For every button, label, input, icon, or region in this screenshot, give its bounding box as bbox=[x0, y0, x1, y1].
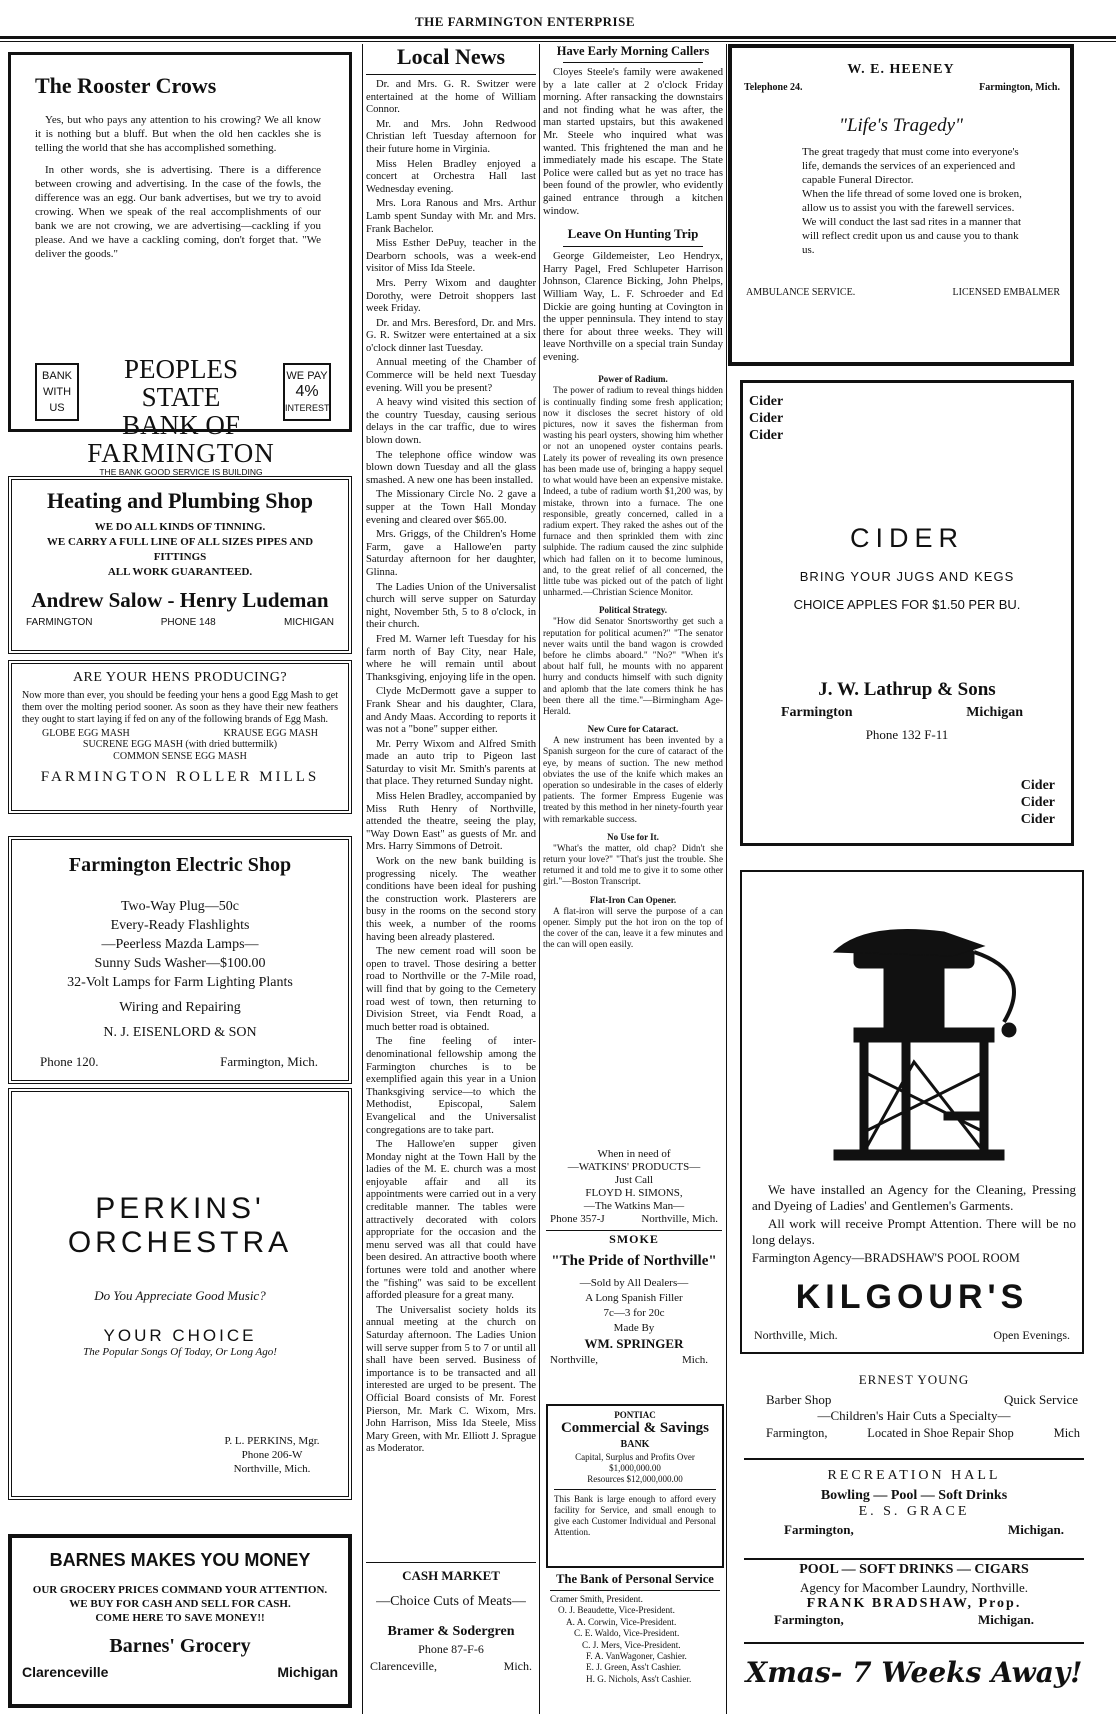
plumbing-line-2: WE CARRY A FULL LINE OF ALL SIZES PIPES AND FITTINGS bbox=[46, 536, 314, 563]
pontiac-capital: Capital, Surplus and Profits Over bbox=[575, 1452, 695, 1462]
watkins-line-5: —The Watkins Man— bbox=[583, 1200, 685, 1212]
heeney-town: Farmington, Mich. bbox=[979, 82, 1060, 93]
nouse-body: "What's the matter, old chap? Didn't she return your love?" "That's just the trouble. She returned it and told me to give it to some other girl."—Boston Transcript. bbox=[543, 843, 723, 888]
local-news-item: The Ladies Union of the Universalist church will serve supper on Saturday night, November 5th, 5 to 8 o'clock, in their church. bbox=[366, 581, 536, 631]
bank-name: PEOPLES STATE BANK OF FARMINGTON THE BANK GOOD SERVICE IS BUILDING bbox=[87, 354, 275, 477]
officer-entry: F. A. VanWagoner, Cashier. bbox=[586, 1651, 687, 1662]
column-rule-3 bbox=[726, 44, 727, 1714]
electric-item-6: Wiring and Repairing bbox=[119, 1000, 241, 1015]
barber-state: Mich bbox=[1053, 1426, 1080, 1440]
pool-owner: FRANK BRADSHAW, Prop. bbox=[806, 1596, 1022, 1611]
local-news-item: The telephone office window was blown down Tuesday and all the glass smashed. A new one has been installed. bbox=[366, 449, 536, 486]
local-news-item: Dr. and Mrs. Beresford, Dr. and Mrs. G. R. Switzer were entertained at a six o'clock dinner last Tuesday. bbox=[366, 317, 536, 354]
orchestra-manager: P. L. PERKINS, Mgr. bbox=[224, 1435, 320, 1447]
local-news-item: Mr. Perry Wixom and Alfred Smith made an auto trip to Pigeon last Saturday to visit Mr. Smith's parents at that place. They returned Sunday night. bbox=[366, 738, 536, 788]
masthead: THE FARMINGTON ENTERPRISE bbox=[414, 14, 636, 29]
electric-title: Farmington Electric Shop bbox=[68, 854, 292, 876]
xmas-countdown: Xmas- 7 Weeks Away! bbox=[745, 1656, 1083, 1689]
masthead-rule-2 bbox=[0, 41, 1116, 42]
officer-entry: A. A. Corwin, Vice-President. bbox=[566, 1616, 677, 1627]
cider-seller: J. W. Lathrup & Sons bbox=[818, 679, 996, 700]
watkins-rule bbox=[546, 1230, 722, 1231]
pool-town: Farmington, bbox=[774, 1612, 844, 1627]
pontiac-name: Commercial & Savings bbox=[560, 1420, 710, 1436]
barnes-line-2: WE BUY FOR CASH AND SELL FOR CASH. bbox=[69, 1598, 291, 1610]
column-rule-1 bbox=[362, 44, 363, 1714]
recreation-state: Michigan. bbox=[1008, 1522, 1064, 1537]
electric-shop-ad bbox=[8, 836, 352, 1084]
kilgour-line-2: All work will receive Prompt Attention. There will be no long delays. bbox=[752, 1216, 1076, 1247]
cider-small-2: Cider bbox=[749, 411, 784, 426]
plumbing-line-1: WE DO ALL KINDS OF TINNING. bbox=[94, 521, 266, 533]
barnes-town: Clarenceville bbox=[22, 1664, 109, 1680]
heeney-ambulance: AMBULANCE SERVICE. bbox=[746, 287, 856, 298]
cider-jugs: BRING YOUR JUGS AND KEGS bbox=[799, 569, 1015, 584]
smoke-line-3: 7c—3 for 20c bbox=[603, 1307, 665, 1319]
pool-line-1: POOL — SOFT DRINKS — CIGARS bbox=[799, 1562, 1029, 1577]
local-news-item: The Missionary Circle No. 2 gave a supper at the Town Hall Monday evening and cleared over $65.00. bbox=[366, 489, 536, 526]
brand-krause: KRAUSE EGG MASH bbox=[223, 728, 318, 739]
recreation-title: RECREATION HALL bbox=[827, 1468, 1001, 1483]
pool-room-ad bbox=[744, 1562, 1084, 1638]
officer-entry: C. E. Waldo, Vice-President. bbox=[574, 1628, 680, 1639]
cider-ad bbox=[740, 380, 1074, 846]
cider-apples: CHOICE APPLES FOR $1.50 PER BU. bbox=[793, 597, 1021, 612]
pontiac-label: PONTIAC bbox=[614, 1410, 656, 1420]
recreation-town: Farmington, bbox=[784, 1522, 854, 1537]
roller-mills-ad bbox=[8, 660, 352, 814]
rooster-paragraph-2: In other words, she is advertising. There is a difference between crowing and advertising. In the case of the fowls, the difference was an egg. Our bank advertises, but we try to avoid crowing. When we speak of the real accomplishments of our bank we are not crowing, we are advertising—cackling if you please. And we have a cackling coming, don't forget that. "We deliver the goods." bbox=[35, 164, 321, 260]
smoke-line-1: —Sold by All Dealers— bbox=[579, 1277, 689, 1289]
peoples-bank-ad bbox=[8, 52, 352, 477]
pontiac-capital-amount: $1,000,000.00 bbox=[609, 1463, 661, 1473]
brand-globe: GLOBE EGG MASH bbox=[42, 728, 130, 739]
watkins-phone: Phone 357-J bbox=[550, 1213, 605, 1225]
cataract-body: A new instrument has been invented by a Spanish surgeon for the cure of cataract of the eye, by means of suction. The new method obviates the use of the knife which makes an operation so undesirable in the cases of elderly patients. The former Empress Eugenie was treated by this method in her ninety-fourth year with remarkable success. bbox=[543, 736, 723, 825]
local-news-item: A heavy wind visited this section of the country Tuesday, causing serious delays in the car traffic, due to wires blown down. bbox=[366, 397, 536, 447]
brand-common-sense: COMMON SENSE EGG MASH bbox=[113, 751, 247, 762]
perkins-orchestra-ad bbox=[8, 1088, 352, 1500]
recreation-hall-ad bbox=[744, 1468, 1084, 1554]
local-news-item: Miss Helen Bradley, accompanied by Miss Ruth Henry of Northville, attended the theatre, seeing the play, "Way Down East" as guests of Mr. and Mrs. Harry Simmons of Detroit. bbox=[366, 791, 536, 853]
local-news-item: Miss Helen Bradley enjoyed a concert at Orchestra Hall last Wednesday evening. bbox=[366, 158, 536, 195]
cider-headline: CIDER bbox=[849, 523, 964, 553]
watkins-line-3: Just Call bbox=[614, 1174, 654, 1186]
pool-state: Michigan. bbox=[978, 1612, 1034, 1627]
cash-town: Clarenceville, bbox=[370, 1659, 437, 1673]
barnes-state: Michigan bbox=[277, 1664, 338, 1680]
smoke-line-4: Made By bbox=[613, 1322, 655, 1334]
callers-body: Cloyes Steele's family were awakened by a late caller at 2 o'clock Friday morning. After ransacking the downstairs and not finding what he was after, the man started upstairs, but this awakened Mr. Steele who inquired what was wanted. This frightened the man and he immediately made his escape. The State Police were called but as yet no trace has been found of the prowler, who evidently gained entrance through a kitchen window. bbox=[543, 67, 723, 217]
cider-small-1: Cider bbox=[749, 394, 784, 409]
cash-line-1: —Choice Cuts of Meats— bbox=[376, 1594, 526, 1609]
column-rule-2 bbox=[539, 44, 540, 1714]
recreation-line-1: Bowling — Pool — Soft Drinks bbox=[820, 1488, 1008, 1503]
cash-state: Mich. bbox=[503, 1659, 532, 1673]
kilgour-agency: Farmington Agency—BRADSHAW'S POOL ROOM bbox=[752, 1251, 1020, 1265]
electric-item-2: Every-Ready Flashlights bbox=[110, 918, 250, 933]
orchestra-subtitle: The Popular Songs Of Today, Or Long Ago! bbox=[83, 1346, 277, 1358]
cider-town: Farmington bbox=[781, 705, 853, 720]
kilgour-line-1: We have installed an Agency for the Cleaning, Pressing and Dyeing of Ladies' and Gentlemen's Garments. bbox=[752, 1182, 1076, 1213]
smoke-line-2: A Long Spanish Filler bbox=[585, 1292, 683, 1304]
cash-name: Bramer & Sodergren bbox=[387, 1624, 515, 1639]
orchestra-phone: Phone 206-W bbox=[241, 1449, 303, 1461]
pressing-machine-illustration bbox=[794, 912, 1044, 1172]
pontiac-body: This Bank is large enough to afford every facility for Service, and small enough to give each Customer Individual and Personal Attention. bbox=[554, 1494, 716, 1537]
local-news-item: Work on the new bank building is progressing nicely. The weather conditions have been ideal for pushing the construction work. Plasterers are busy in the rooms on the second story this week, a number of the rooms having been already plastered. bbox=[366, 856, 536, 943]
interest-badge: WE PAY 4% INTEREST bbox=[283, 363, 331, 421]
plumbing-line-3: ALL WORK GUARANTEED. bbox=[107, 566, 253, 578]
cider-state: Michigan bbox=[966, 705, 1023, 720]
plumbing-owners: Andrew Salow - Henry Ludeman bbox=[31, 588, 329, 612]
local-news-item: Miss Esther DePuy, teacher in the Dearborn schools, was a week-end visitor of Miss Ida Steele. bbox=[366, 238, 536, 275]
smoke-maker: WM. SPRINGER bbox=[584, 1336, 684, 1351]
cider-phone: Phone 132 F-11 bbox=[865, 727, 949, 742]
flatiron-body: A flat-iron will serve the purpose of a can opener. Simply put the hot iron on the top of the cover of the can, leave it a few minutes and the can will open easily. bbox=[543, 906, 723, 951]
electric-item-5: 32-Volt Lamps for Farm Lighting Plants bbox=[67, 975, 293, 990]
pontiac-resources: Resources $12,000,000.00 bbox=[587, 1474, 683, 1484]
plumbing-state: MICHIGAN bbox=[283, 617, 334, 628]
officer-entry: Cramer Smith, President. bbox=[550, 1594, 643, 1604]
hunting-title: Leave On Hunting Trip bbox=[567, 226, 699, 242]
heeney-paragraph-1: The great tragedy that must come into everyone's life, demands the services of an experienced and capable Funeral Director. bbox=[802, 146, 1019, 186]
local-news-item: Clyde McDermott gave a supper to Frank Shear and his daughter, Clara, and Andy Maas. According to reports it was not a "bone" supper either. bbox=[366, 686, 536, 736]
smoke-brand: "The Pride of Northville" bbox=[551, 1253, 717, 1269]
barber-town: Farmington, bbox=[766, 1426, 828, 1440]
officer-entry: E. J. Green, Ass't Cashier. bbox=[586, 1662, 682, 1673]
pontiac-bank-ad bbox=[546, 1404, 724, 1568]
smoke-town: Northville, bbox=[550, 1354, 598, 1366]
brand-sucrene: SUCRENE EGG MASH (with dried buttermilk) bbox=[82, 739, 278, 750]
plumbing-town: FARMINGTON bbox=[26, 617, 93, 628]
local-news-item: The Universalist society holds its annual meeting at the church on Saturday afternoon. The Ladies Union will serve supper from 5 to 7 or until all shall have been served. Business of importance is to be transacted and all interested are urged to be present. The Official Board consists of Mr. Forest Pierson, Mr. Mark C. Wixom, Mrs. John Harrison, Miss Ida Steele, Miss Mary Green, with Mr. Elliott J. Sprague as Moderator. bbox=[366, 1304, 536, 1455]
barnes-grocery-ad bbox=[8, 1534, 352, 1708]
barber-line-1: Barber Shop bbox=[766, 1392, 832, 1407]
heeney-title: "Life's Tragedy" bbox=[838, 115, 963, 136]
orchestra-title-1: PERKINS' bbox=[95, 1192, 265, 1225]
orchestra-title-2: ORCHESTRA bbox=[67, 1226, 293, 1259]
smoke-cigar-ad bbox=[546, 1232, 722, 1404]
officer-entry: H. G. Nichols, Ass't Cashier. bbox=[586, 1673, 692, 1684]
electric-owner: N. J. EISENLORD & SON bbox=[103, 1025, 257, 1040]
local-news-column bbox=[366, 44, 536, 1668]
kilgour-town: Northville, Mich. bbox=[754, 1328, 838, 1342]
electric-town: Farmington, Mich. bbox=[220, 1054, 318, 1069]
smoke-state: Mich. bbox=[682, 1354, 708, 1366]
officer-entry: C. J. Mers, Vice-President. bbox=[582, 1639, 681, 1650]
rooster-paragraph-1: Yes, but who pays any attention to his crowing? We all know it is nothing but a bluff. But when the old hen cackles she is telling the world that she has accomplished something. bbox=[35, 114, 321, 154]
smoke-title: SMOKE bbox=[609, 1232, 659, 1246]
cash-market-rule bbox=[366, 1562, 536, 1563]
orchestra-town: Northville, Mich. bbox=[233, 1463, 311, 1475]
pool-rule bbox=[744, 1642, 1084, 1644]
heeney-paragraph-3: We will conduct the last sad rites in a manner that will reflect credit upon us and cause you to thank us. bbox=[802, 216, 1022, 256]
electric-phone: Phone 120. bbox=[40, 1054, 99, 1069]
orchestra-choice: YOUR CHOICE bbox=[103, 1326, 257, 1345]
local-news-item: Fred M. Warner left Tuesday for his farm north of Bay City, near Hale, where he will remain until about Thanksgiving, enjoying life in the open. bbox=[366, 633, 536, 683]
heeney-name: W. E. HEENEY bbox=[847, 62, 955, 77]
personal-title: The Bank of Personal Service bbox=[556, 1572, 714, 1586]
flatiron-title: Flat-Iron Can Opener. bbox=[589, 894, 677, 905]
recreation-owner: E. S. GRACE bbox=[858, 1504, 970, 1519]
heeney-telephone: Telephone 24. bbox=[744, 82, 803, 93]
local-news-item: The Hallowe'en supper given Monday night at the Town Hall by the ladies of the M. E. church was a most enjoyable affair and all its appointments were carried out in a very creditable manner. The tables were attractively decorated with colors appropriate for the occasion and the menu served was all that could have been desired. An attractive booth where fortunes were told and another where the "fishing" was said to be excellent afforded pleasure for a great many. bbox=[366, 1139, 536, 1302]
electric-item-3: —Peerless Mazda Lamps— bbox=[101, 937, 259, 952]
plumbing-title: Heating and Plumbing Shop bbox=[47, 488, 313, 513]
bank-with-us-badge: BANK WITH US bbox=[35, 363, 79, 421]
electric-item-1: Two-Way Plug—50c bbox=[120, 899, 240, 914]
barnes-title: BARNES MAKES YOU MONEY bbox=[49, 1550, 311, 1570]
personal-service-bank-ad bbox=[546, 1572, 724, 1712]
cider-small-3: Cider bbox=[749, 428, 784, 443]
local-news-item: Mr. and Mrs. John Redwood Christian left Tuesday afternoon for their future home in Virginia. bbox=[366, 118, 536, 155]
barber-shop-ad bbox=[744, 1372, 1084, 1456]
watkins-line-4: FLOYD H. SIMONS, bbox=[585, 1187, 683, 1199]
watkins-ad bbox=[546, 1148, 722, 1226]
nouse-title: No Use for It. bbox=[607, 831, 659, 842]
cider-small-6: Cider bbox=[1020, 812, 1055, 827]
watkins-line-2: —WATKINS' PRODUCTS— bbox=[567, 1161, 701, 1173]
barber-location: Located in Shoe Repair Shop bbox=[867, 1426, 1014, 1440]
cider-small-5: Cider bbox=[1020, 795, 1055, 810]
orchestra-question: Do You Appreciate Good Music? bbox=[94, 1288, 266, 1303]
local-news-item: The new cement road will soon be open to travel. Those desiring a better road to Northville or the 7-Mile road, will find that by going to the Cemetery road west of town, then returning to Division Street, via Fendt Road, a much better road is obtained. bbox=[366, 946, 536, 1033]
cider-small-4: Cider bbox=[1020, 778, 1055, 793]
cash-market-ad bbox=[366, 1568, 536, 1714]
heeney-embalmer: LICENSED EMBALMER bbox=[952, 287, 1060, 298]
pontiac-bank-word: BANK bbox=[620, 1439, 650, 1450]
radium-body: The power of radium to reveal things hidden is continually finding some fresh application; now it discloses the secret history of old pictures, now it saves the fisherman from wasting his pearl oysters, showing him whether or not an unopened oyster contains pearls. Lately its power of revealing its own presence has been made use of, bringing a happy sequel to what would have been an expensive mistake. Indeed, a tube of radium worth $1,200 was, by mistake, thrown into a furnace. The one responsible, greatly concerned, called in a radium expert. They raked the ashes out of the furnace and then sprinkled them with zinc sulphide. The radium caused the zinc sulphide which had fallen on it to become luminous, and, to the great relief of all concerned, the little tube was picked out of the patch of light unharmed.—Christian Science Monitor. bbox=[543, 386, 723, 599]
barber-rule bbox=[744, 1458, 1084, 1460]
electric-item-4: Sunny Suds Washer—$100.00 bbox=[94, 956, 266, 971]
local-news-item: The fine feeling of inter-denominational fellowship among the Farmington churches is to be exemplified again this year in a Union Thanksgiving service—to which the Methodist, Episcopal, Salem Evangelical and the Universalist congregations are to take part. bbox=[366, 1036, 536, 1136]
hens-body: Now more than ever, you should be feeding your hens a good Egg Mash to get them over the molting period sooner. As soon as they have their new feathers they ought to start laying if fed on any of the following brands of Egg Mash. bbox=[22, 690, 338, 725]
cash-phone: Phone 87-F-6 bbox=[418, 1642, 484, 1656]
barnes-line-1: OUR GROCERY PRICES COMMAND YOUR ATTENTION. bbox=[32, 1584, 328, 1596]
plumbing-phone: PHONE 148 bbox=[160, 617, 216, 628]
rooster-title: The Rooster Crows bbox=[35, 73, 217, 98]
local-news-item: Mrs. Griggs, of the Children's Home Farm, gave a Hallowe'en party Saturday afternoon for her daughter, Glinna. bbox=[366, 529, 536, 578]
officer-list bbox=[546, 1594, 724, 1685]
kilgour-name: KILGOUR'S bbox=[795, 1278, 1029, 1316]
mill-name: FARMINGTON ROLLER MILLS bbox=[40, 769, 320, 785]
local-news-item: Mrs. Lora Ranous and Mrs. Arthur Lamb spent Sunday with Mr. and Mrs. Frank Bachelor. bbox=[366, 198, 536, 235]
pool-line-2: Agency for Macomber Laundry, Northville. bbox=[799, 1580, 1029, 1595]
plumbing-shop-ad bbox=[8, 476, 352, 654]
barber-line-1b: Quick Service bbox=[1003, 1392, 1078, 1407]
callers-title: Have Early Morning Callers bbox=[556, 44, 710, 58]
local-news-item: Dr. and Mrs. G. R. Switzer were entertained at the home of William Connor. bbox=[366, 79, 536, 116]
news-column-3 bbox=[543, 44, 723, 1044]
local-news-items bbox=[366, 79, 536, 1456]
political-title: Political Strategy. bbox=[599, 605, 667, 616]
kilgour-hours: Open Evenings. bbox=[993, 1328, 1070, 1342]
barber-line-2: —Children's Hair Cuts a Specialty— bbox=[817, 1408, 1011, 1423]
watkins-line-1: When in need of bbox=[597, 1148, 671, 1160]
officer-entry: O. J. Beaudette, Vice-President. bbox=[558, 1605, 675, 1616]
masthead-rule bbox=[0, 36, 1116, 39]
heeney-funeral-ad bbox=[728, 44, 1074, 366]
hens-title: ARE YOUR HENS PRODUCING? bbox=[72, 670, 288, 685]
local-news-item: Annual meeting of the Chamber of Commerce will be held next Tuesday evening. Will you be present? bbox=[366, 357, 536, 394]
local-news-item: Mrs. Perry Wixom and daughter Dorothy, were Detroit shoppers last week Friday. bbox=[366, 277, 536, 315]
heeney-paragraph-2: When the life thread of some loved one is broken, allow us to assist you with the farewell services. bbox=[802, 188, 1022, 214]
recreation-rule bbox=[744, 1558, 1084, 1560]
radium-title: Power of Radium. bbox=[598, 374, 668, 385]
cataract-title: New Cure for Cataract. bbox=[587, 724, 679, 735]
cash-title: CASH MARKET bbox=[402, 1568, 500, 1583]
barber-name: ERNEST YOUNG bbox=[858, 1372, 970, 1387]
hunting-body: George Gildemeister, Leo Hendryx, Harry Pagel, Fred Schlupeter Harrison Johnson, Clarence Bicking, John Phelps, William Way, L. F. Schroeder and Ed Dickie are going hunting at Covington in the upper penninsula. They intend to stay there for about three weeks. They will leave Northville on a special train Sunday evening. bbox=[543, 251, 723, 363]
political-body: "How did Senator Snortsworthy get such a reputation for political acumen?" "The senator never waits until the band wagon is crowded before he climbs aboard." "No?" "When it's about half full, he mounts with no apparent hurry and conducts himself with such dignity and aplomb that the late comers think he has been there all the time."—Birmingham Age-Herald. bbox=[543, 617, 723, 717]
kilgour-cleaning-ad bbox=[740, 870, 1084, 1354]
barnes-line-3: COME HERE TO SAVE MONEY!! bbox=[95, 1612, 265, 1624]
watkins-town: Northville, Mich. bbox=[641, 1213, 718, 1225]
local-news-title: Local News bbox=[396, 44, 506, 69]
barnes-name: Barnes' Grocery bbox=[109, 1635, 251, 1657]
